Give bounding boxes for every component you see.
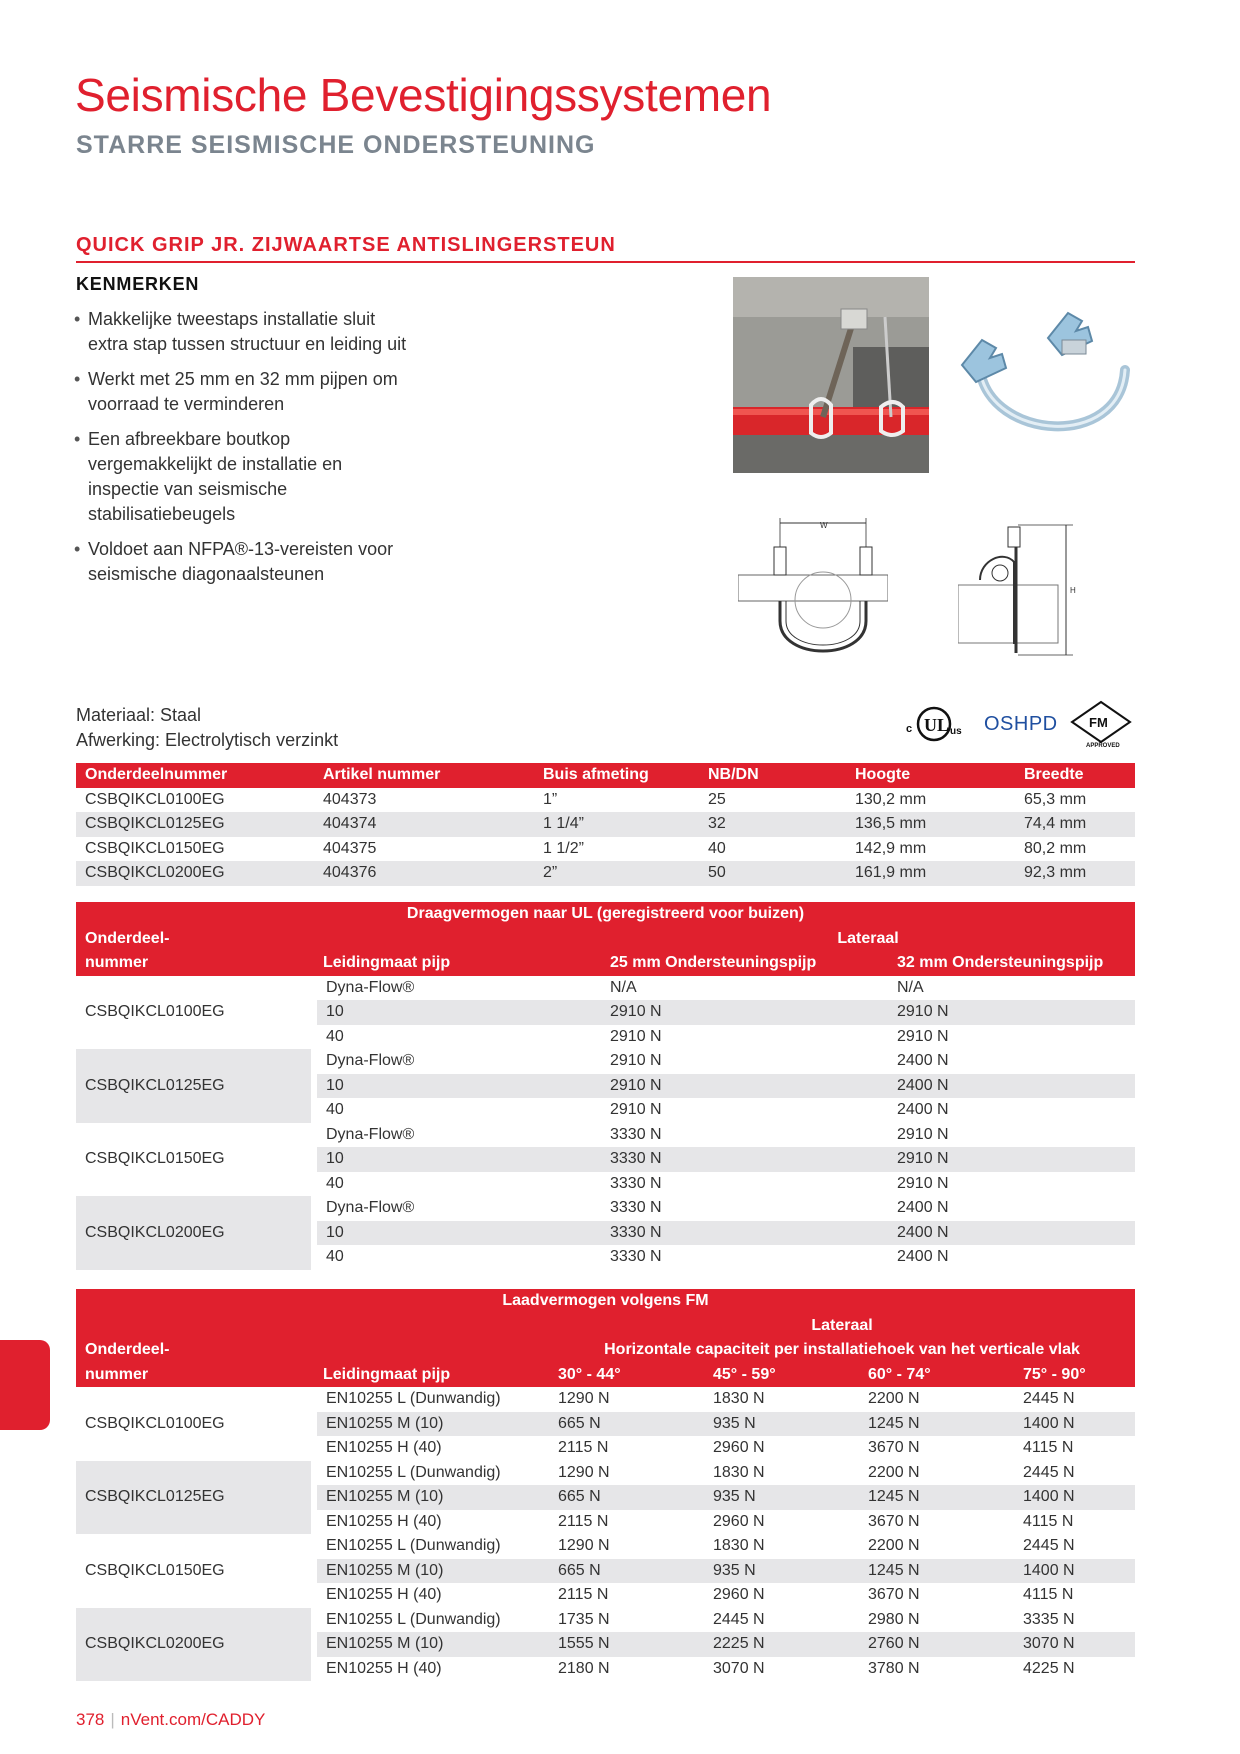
table-cell: 10 [314,1000,601,1025]
part-number-cell: CSBQIKCL0100EG [85,1414,225,1432]
front-view-drawing [738,515,888,670]
table-cell: 1245 N [859,1412,1014,1437]
table-cell: 1245 N [859,1559,1014,1584]
table-cell: EN10255 H (40) [314,1510,549,1535]
table-cell: 2115 N [558,1586,609,1604]
table-row [76,976,1135,1001]
ul-capacity-table [76,902,1135,1270]
part-number-cell: CSBQIKCL0125EG [76,1049,314,1123]
table-cell: 3670 N [868,1439,920,1457]
table-cell: N/A [610,978,637,996]
part-header-line2: nummer [76,1363,314,1388]
table-cell: 50 [699,861,846,886]
table-cell: 665 N [549,1559,704,1584]
table-title: Draagvermogen naar UL (geregistreerd voor buizen) [76,902,1135,927]
svg-text:FM: FM [1089,715,1108,730]
table-cell: 3780 N [868,1659,920,1677]
table-cell: 2980 N [868,1610,920,1628]
table-row [76,1123,1135,1148]
table-cell: 4225 N [1023,1659,1075,1677]
table-cell: 1 1/2” [543,839,584,857]
support-25-header: 25 mm Ondersteuningspijp [601,951,888,976]
table-cell: 2400 N [897,1052,949,1070]
feature-item: • Makkelijke tweestaps installatie sluit extra stap tussen structuur en leiding uit [72,307,412,357]
table-cell: 130,2 mm [855,790,927,808]
part-number-cell: CSBQIKCL0150EG [85,1150,225,1168]
table-cell: 2910 N [610,1027,662,1045]
angle-header: 45° - 59° [704,1363,859,1388]
part-header-line1: Onderdeel- [76,1338,314,1363]
angle-header: 30° - 44° [549,1363,704,1388]
table-cell: 1290 N [558,1537,610,1555]
width-label: W [820,521,828,530]
table-cell: EN10255 H (40) [314,1657,549,1682]
features-list [72,307,412,597]
part-header-line2: nummer [76,951,314,976]
table-cell: 665 N [549,1485,704,1510]
table-cell: 4115 N [1023,1512,1074,1530]
table-cell: 1830 N [713,1390,765,1408]
material-info [76,703,338,753]
page-footer [76,1710,265,1730]
table-cell: 935 N [704,1485,859,1510]
table-cell: 2445 N [1023,1463,1075,1481]
table-cell: 40 [314,1245,601,1270]
column-header: Breedte [1015,763,1135,788]
features-heading: KENMERKEN [76,274,200,294]
column-header: Onderdeelnummer [76,763,314,788]
finish-line: Afwerking: Electrolytisch verzinkt [76,730,339,750]
table-cell: 4115 N [1023,1586,1074,1604]
table-cell: 65,3 mm [1024,790,1087,808]
table-cell: 2960 N [713,1586,765,1604]
table-cell: 2445 N [713,1610,765,1628]
table-cell: 2960 N [713,1512,765,1530]
table-cell: 404373 [323,790,377,808]
table-cell: 1735 N [558,1610,610,1628]
table-cell: 1290 N [558,1463,610,1481]
table-cell: 136,5 mm [846,812,1015,837]
table-cell: CSBQIKCL0100EG [85,790,225,808]
product-photo [950,310,1135,450]
table-cell: 935 N [704,1412,859,1437]
table-cell: 2” [534,861,699,886]
feature-item: • Een afbreekbare boutkop vergemakkelijkt de installatie en inspectie van seismische stabilisatiebeugels [72,427,412,527]
table-cell: EN10255 M (10) [314,1485,549,1510]
table-cell: EN10255 M (10) [314,1412,549,1437]
table-cell: 1245 N [859,1485,1014,1510]
table-cell: 40 [708,839,726,857]
table-cell: CSBQIKCL0200EG [76,861,314,886]
table-cell: Dyna-Flow® [314,1049,601,1074]
table-cell: 2400 N [888,1221,1135,1246]
table-cell: 2760 N [859,1632,1014,1657]
table-cell: 25 [708,790,726,808]
table-cell: 3330 N [610,1125,662,1143]
table-cell: 1830 N [713,1463,765,1481]
column-header: Hoogte [846,763,1015,788]
table-cell: 80,2 mm [1024,839,1087,857]
table-cell: 2200 N [868,1390,920,1408]
table-cell: 2960 N [713,1439,765,1457]
table-row [76,1461,1135,1486]
table-cell: 142,9 mm [855,839,927,857]
website-link[interactable]: nVent.com/CADDY [120,1710,266,1729]
table-cell: 2200 N [868,1537,920,1555]
table-row [76,1049,1135,1074]
table-cell: 2200 N [868,1463,920,1481]
part-number-cell: CSBQIKCL0150EG [85,1561,225,1579]
table-row [76,1387,1135,1412]
table-cell: 74,4 mm [1015,812,1135,837]
table-cell: 665 N [549,1412,704,1437]
column-header: NB/DN [699,763,846,788]
fm-capacity-table [76,1289,1135,1681]
table-cell: EN10255 L (Dunwandig) [314,1461,549,1486]
table-cell: EN10255 H (40) [314,1583,549,1608]
lateral-group-header: Lateraal [601,927,1135,952]
table-cell: 935 N [704,1559,859,1584]
table-cell: 1400 N [1014,1559,1135,1584]
table-cell: 2910 N [888,1147,1135,1172]
table-cell: 2225 N [704,1632,859,1657]
installation-photo [733,277,929,473]
table-cell: 1400 N [1014,1485,1135,1510]
footer-separator: | [110,1710,115,1729]
table-cell: 2180 N [558,1659,610,1677]
svg-text:APPROVED: APPROVED [1086,743,1120,748]
table-cell: 404374 [314,812,534,837]
table-cell: 40 [314,1098,601,1123]
table-cell: CSBQIKCL0150EG [85,839,225,857]
part-header-line1: Onderdeel- [76,927,314,952]
table-cell: 4115 N [1023,1439,1074,1457]
lateral-group-header: Lateraal [549,1314,1135,1339]
table-cell: 32 [699,812,846,837]
table-row [76,1534,1135,1559]
feature-item: • Werkt met 25 mm en 32 mm pijpen om voorraad te verminderen [72,367,412,417]
table-cell: 1555 N [549,1632,704,1657]
ul-listed-logo [906,700,962,746]
table-cell: 2400 N [897,1101,949,1119]
table-cell: EN10255 H (40) [314,1436,549,1461]
table-title: Laadvermogen volgens FM [76,1289,1135,1314]
table-cell: 1830 N [713,1537,765,1555]
material-line: Materiaal: Staal [76,705,202,725]
svg-text:UL: UL [924,715,950,735]
table-cell: 10 [314,1147,601,1172]
table-cell: 3330 N [601,1147,888,1172]
table-cell: 2910 N [610,1101,662,1119]
column-header: Artikel nummer [314,763,534,788]
feature-item: • Voldoet aan NFPA®-13-vereisten voor seismische diagonaalsteunen [72,537,412,587]
angle-subgroup-header: Horizontale capaciteit per installatiehoek van het verticale vlak [549,1338,1135,1363]
table-cell: 10 [314,1221,601,1246]
part-number-cell: CSBQIKCL0100EG [85,1003,225,1021]
table-cell: 1” [543,790,558,808]
pipe-size-header: Leidingmaat pijp [314,1363,549,1388]
table-cell: Dyna-Flow® [314,976,601,1001]
table-cell: 92,3 mm [1015,861,1135,886]
dimensions-table [76,763,1135,886]
table-cell: 3670 N [868,1586,920,1604]
table-header-row [76,763,1135,788]
page-subtitle: STARRE SEISMISCHE ONDERSTEUNING [76,131,596,159]
section-divider [76,261,1135,263]
part-number-cell: CSBQIKCL0200EG [76,1196,314,1270]
table-cell: 2115 N [558,1439,609,1457]
fm-approved-logo [1068,700,1134,748]
section-heading: QUICK GRIP JR. ZIJWAARTSE ANTISLINGERSTEUN [76,234,616,256]
table-cell: 2910 N [897,1027,949,1045]
table-cell: Dyna-Flow® [314,1123,601,1148]
oshpd-logo: OSHPD [984,713,1058,735]
table-row [76,1196,1135,1221]
table-cell: 3330 N [610,1199,662,1217]
svg-text:us: us [950,726,962,737]
table-cell: 161,9 mm [846,861,1015,886]
table-cell: 404376 [314,861,534,886]
table-row [76,1608,1135,1633]
table-cell: EN10255 L (Dunwandig) [314,1387,549,1412]
table-cell: 2910 N [610,1052,662,1070]
table-row [76,837,1135,862]
table-cell: 40 [314,1172,601,1197]
table-cell: 1290 N [558,1390,610,1408]
table-cell: 3070 N [713,1659,765,1677]
table-cell: EN10255 L (Dunwandig) [314,1534,549,1559]
table-cell: 3335 N [1023,1610,1075,1628]
table-row [76,812,1135,837]
table-cell: 2910 N [897,1125,949,1143]
table-cell: 1400 N [1014,1412,1135,1437]
table-cell: 3070 N [1014,1632,1135,1657]
table-cell: N/A [897,978,924,996]
table-row [76,788,1135,813]
pipe-size-header: Leidingmaat pijp [314,951,601,976]
part-number-cell: CSBQIKCL0200EG [76,1608,314,1682]
angle-header: 75° - 90° [1014,1363,1135,1388]
table-cell: 2910 N [888,1000,1135,1025]
table-cell: 2400 N [897,1248,949,1266]
table-cell: Dyna-Flow® [314,1196,601,1221]
table-cell: 2910 N [601,1074,888,1099]
table-cell: 10 [314,1074,601,1099]
column-header: Buis afmeting [534,763,699,788]
table-cell: 2910 N [897,1174,949,1192]
table-cell: 2445 N [1023,1390,1075,1408]
table-cell: 3330 N [610,1174,662,1192]
part-number-cell: CSBQIKCL0125EG [76,1461,314,1535]
height-label: H [1070,586,1076,595]
svg-text:c: c [906,723,913,735]
table-cell: EN10255 M (10) [314,1632,549,1657]
side-view-drawing [958,515,1093,665]
table-cell: CSBQIKCL0125EG [76,812,314,837]
table-cell: 2115 N [558,1512,609,1530]
angle-header: 60° - 74° [859,1363,1014,1388]
table-cell: 2445 N [1023,1537,1075,1555]
side-tab [0,1340,50,1430]
table-cell: 3330 N [601,1221,888,1246]
table-cell: EN10255 M (10) [314,1559,549,1584]
table-cell: 404375 [323,839,377,857]
table-cell: EN10255 L (Dunwandig) [314,1608,549,1633]
table-cell: 1 1/4” [534,812,699,837]
table-cell: 3670 N [868,1512,920,1530]
support-32-header: 32 mm Ondersteuningspijp [888,951,1135,976]
table-row [76,861,1135,886]
page-number: 378 [76,1710,105,1729]
table-cell: 2910 N [601,1000,888,1025]
table-cell: 3330 N [610,1248,662,1266]
page-title: Seismische Bevestigingssystemen [75,69,772,121]
table-cell: 2400 N [897,1199,949,1217]
table-cell: 2400 N [888,1074,1135,1099]
table-cell: 40 [314,1025,601,1050]
